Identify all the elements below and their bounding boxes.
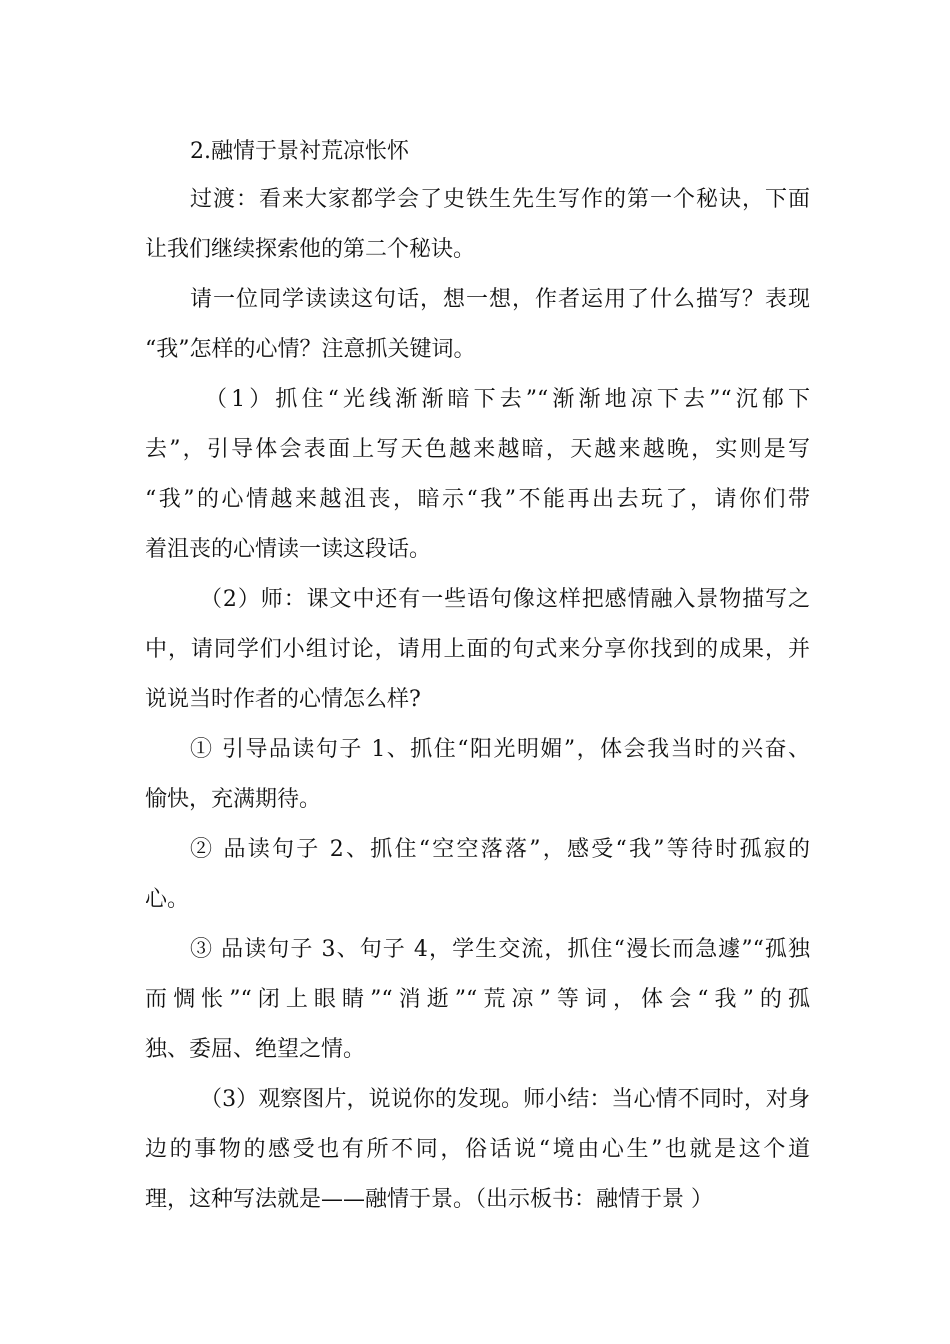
paragraph-line: 让我们继续探索他的第二个秘诀。 xyxy=(145,237,476,262)
paragraph-line: 而惆怅”“闭上眼睛”“消逝”“荒凉”等词，体会“我”的孤 xyxy=(145,987,810,1012)
paragraph-line: 愉快，充满期待。 xyxy=(145,787,322,812)
paragraph-line: 心。 xyxy=(145,887,190,912)
paragraph-line: 去”，引导体会表面上写天色越来越暗，天越来越晚，实则是写 xyxy=(145,437,810,462)
paragraph-line: （1）抓住“光线渐渐暗下去”“渐渐地凉下去”“沉郁下 xyxy=(205,387,810,412)
paragraph-line: 过渡：看来大家都学会了史铁生先生写作的第一个秘诀，下面 xyxy=(190,187,810,212)
paragraph-line: 说说当时作者的心情怎么样? xyxy=(145,687,421,712)
paragraph-line: “我”怎样的心情？注意抓关键词。 xyxy=(145,337,476,362)
paragraph-line: 理，这种写法就是——融情于景。（出示板书：融情于景 ） xyxy=(145,1187,713,1212)
section-heading: 2.融情于景衬荒凉怅怀 xyxy=(190,139,409,164)
paragraph-line: ③ 品读句子 3、句子 4，学生交流，抓住“漫长而急遽”“孤独 xyxy=(190,937,810,962)
paragraph-line: 请一位同学读读这句话，想一想，作者运用了什么描写？表现 xyxy=(190,287,810,312)
paragraph-line: 独、委屈、绝望之情。 xyxy=(145,1037,366,1062)
paragraph-line: 边的事物的感受也有所不同，俗话说“境由心生”也就是这个道 xyxy=(145,1137,810,1162)
paragraph-line: “我”的心情越来越沮丧，暗示“我”不能再出去玩了，请你们带 xyxy=(145,487,810,512)
paragraph-line: ① 引导品读句子 1、抓住“阳光明媚”，体会我当时的兴奋、 xyxy=(190,737,810,762)
paragraph-line: 着沮丧的心情读一读这段话。 xyxy=(145,537,432,562)
paragraph-line: （3）观察图片，说说你的发现。师小结：当心情不同时，对身 xyxy=(200,1087,810,1112)
paragraph-line: 中，请同学们小组讨论，请用上面的句式来分享你找到的成果，并 xyxy=(145,637,810,662)
paragraph-line: （2）师：课文中还有一些语句像这样把感情融入景物描写之 xyxy=(200,587,810,612)
paragraph-line: ② 品读句子 2、抓住“空空落落”，感受“我”等待时孤寂的 xyxy=(190,837,810,862)
